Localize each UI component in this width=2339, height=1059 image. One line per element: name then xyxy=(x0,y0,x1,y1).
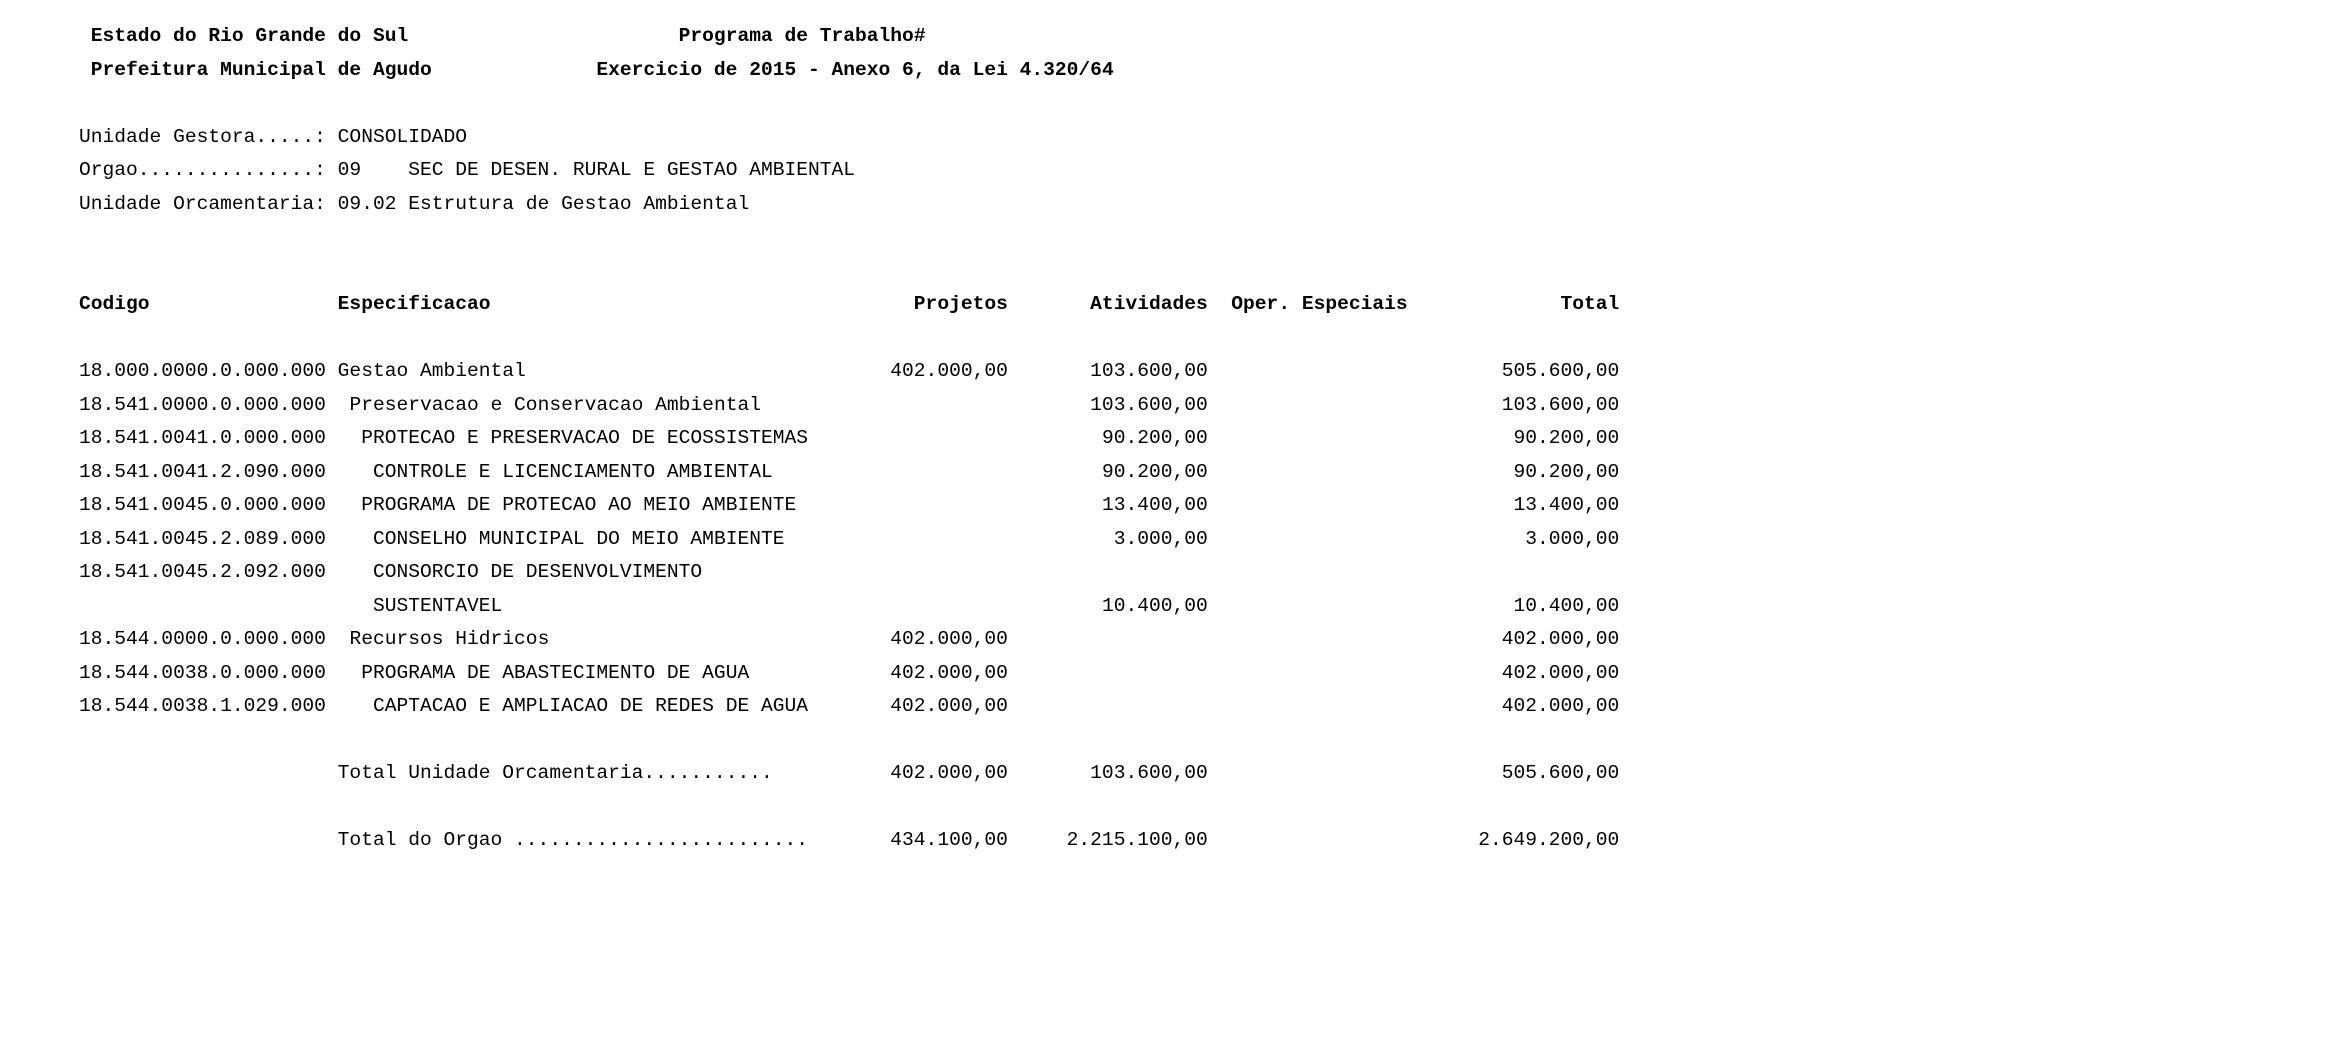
row-spec: CONTROLE E LICENCIAMENTO AMBIENTAL xyxy=(372,460,773,483)
table-row xyxy=(79,623,1619,657)
table-header xyxy=(79,288,1619,322)
table-row xyxy=(79,556,1619,590)
report-subtitle: Exercicio de 2015 - Anexo 6, da Lei 4.320/64 xyxy=(596,58,1114,81)
row-spec: SUSTENTAVEL xyxy=(372,594,503,617)
state-name: Estado do Rio Grande do Sul xyxy=(90,25,409,47)
col-header-oper-especiais: Oper. Especiais xyxy=(1231,293,1408,315)
row-spec: CONSELHO MUNICIPAL DO MEIO AMBIENTE xyxy=(372,527,785,550)
table-row xyxy=(79,422,1619,456)
col-header-projetos: Projetos xyxy=(913,293,1008,315)
total-orgao-label: Total do Orgao ......................... xyxy=(337,829,808,851)
row-code: 18.541.0000.0.000.000 xyxy=(79,393,326,416)
col-header-atividades: Atividades xyxy=(1090,293,1208,315)
row-total: 90.200,00 xyxy=(1513,427,1620,449)
row-spec: Recursos Hidricos xyxy=(349,628,550,650)
row-code: 18.541.0045.0.000.000 xyxy=(79,494,326,516)
row-total: 103.600,00 xyxy=(1501,393,1620,416)
row-atividades: 3.000,00 xyxy=(1113,527,1208,550)
table-row xyxy=(79,523,1619,557)
orgao-line xyxy=(79,154,1619,188)
row-atividades: 13.400,00 xyxy=(1101,494,1208,516)
col-header-especificacao: Especificacao xyxy=(337,293,491,315)
row-code: 18.541.0045.2.092.000 xyxy=(79,561,326,583)
unidade-orcamentaria-line xyxy=(79,188,1619,222)
col-header-total: Total xyxy=(1560,293,1620,315)
report-document xyxy=(79,20,1619,858)
total-row-unidade-orcamentaria xyxy=(79,757,1619,791)
unidade-gestora-value: CONSOLIDADO xyxy=(337,125,468,148)
unidade-gestora-line xyxy=(79,121,1619,155)
orgao-label: Orgao...............: xyxy=(79,159,326,181)
total-unidade-total: 505.600,00 xyxy=(1501,762,1620,784)
row-spec: Preservacao e Conservacao Ambiental xyxy=(349,393,761,416)
total-unidade-projetos: 402.000,00 xyxy=(890,762,1008,784)
unidade-orcamentaria-code: 09.02 xyxy=(337,192,397,215)
row-code: 18.000.0000.0.000.000 xyxy=(79,360,326,382)
row-code: 18.544.0000.0.000.000 xyxy=(79,628,326,650)
total-unidade-label: Total Unidade Orcamentaria........... xyxy=(337,762,773,784)
unidade-gestora-label: Unidade Gestora.....: xyxy=(79,125,326,148)
total-orgao-total: 2.649.200,00 xyxy=(1478,829,1620,851)
unidade-orcamentaria-name: Estrutura de Gestao Ambiental xyxy=(408,192,750,215)
row-code: 18.541.0041.0.000.000 xyxy=(79,427,326,449)
total-unidade-atividades: 103.600,00 xyxy=(1090,762,1208,784)
row-total: 402.000,00 xyxy=(1501,628,1620,650)
row-projetos: 402.000,00 xyxy=(890,695,1008,717)
row-code: 18.541.0041.2.090.000 xyxy=(79,460,326,483)
row-spec: CONSORCIO DE DESENVOLVIMENTO xyxy=(372,561,703,583)
table-row xyxy=(79,489,1619,523)
unidade-orcamentaria-label: Unidade Orcamentaria: xyxy=(79,192,326,215)
row-atividades: 103.600,00 xyxy=(1090,393,1208,416)
row-spec: PROTECAO E PRESERVACAO DE ECOSSISTEMAS xyxy=(361,427,808,449)
municipality-name: Prefeitura Municipal de Agudo xyxy=(90,58,432,81)
table-row xyxy=(79,456,1619,490)
row-total: 10.400,00 xyxy=(1513,594,1620,617)
table-row xyxy=(79,355,1619,389)
row-atividades: 10.400,00 xyxy=(1101,594,1208,617)
row-code: 18.541.0045.2.089.000 xyxy=(79,527,326,550)
row-total: 505.600,00 xyxy=(1501,360,1620,382)
row-atividades: 90.200,00 xyxy=(1101,460,1208,483)
total-orgao-projetos: 434.100,00 xyxy=(890,829,1008,851)
row-projetos: 402.000,00 xyxy=(890,661,1008,684)
row-projetos: 402.000,00 xyxy=(890,628,1008,650)
orgao-code: 09 xyxy=(337,159,362,181)
row-total: 402.000,00 xyxy=(1501,695,1620,717)
row-total: 402.000,00 xyxy=(1501,661,1620,684)
row-total: 90.200,00 xyxy=(1513,460,1620,483)
row-code: 18.544.0038.0.000.000 xyxy=(79,661,326,684)
row-spec: PROGRAMA DE PROTECAO AO MEIO AMBIENTE xyxy=(361,494,797,516)
row-total: 3.000,00 xyxy=(1525,527,1620,550)
table-row xyxy=(79,657,1619,691)
row-spec: PROGRAMA DE ABASTECIMENTO DE AGUA xyxy=(361,661,750,684)
orgao-name: SEC DE DESEN. RURAL E GESTAO AMBIENTAL xyxy=(408,159,856,181)
row-spec: Gestao Ambiental xyxy=(337,360,526,382)
total-orgao-atividades: 2.215.100,00 xyxy=(1066,829,1208,851)
row-projetos: 402.000,00 xyxy=(890,360,1008,382)
total-row-orgao xyxy=(79,824,1619,858)
report-header-line-2 xyxy=(79,54,1619,88)
table-row xyxy=(79,389,1619,423)
table-body xyxy=(79,355,1619,724)
row-code: 18.544.0038.1.029.000 xyxy=(79,695,326,717)
row-total: 13.400,00 xyxy=(1513,494,1620,516)
table-row xyxy=(79,690,1619,724)
table-row xyxy=(79,590,1619,624)
report-title: Programa de Trabalho# xyxy=(678,25,926,47)
row-spec: CAPTACAO E AMPLIACAO DE REDES DE AGUA xyxy=(372,695,809,717)
report-header-line-1 xyxy=(79,20,1619,54)
row-atividades: 103.600,00 xyxy=(1090,360,1208,382)
col-header-codigo: Codigo xyxy=(79,293,150,315)
row-atividades: 90.200,00 xyxy=(1101,427,1208,449)
